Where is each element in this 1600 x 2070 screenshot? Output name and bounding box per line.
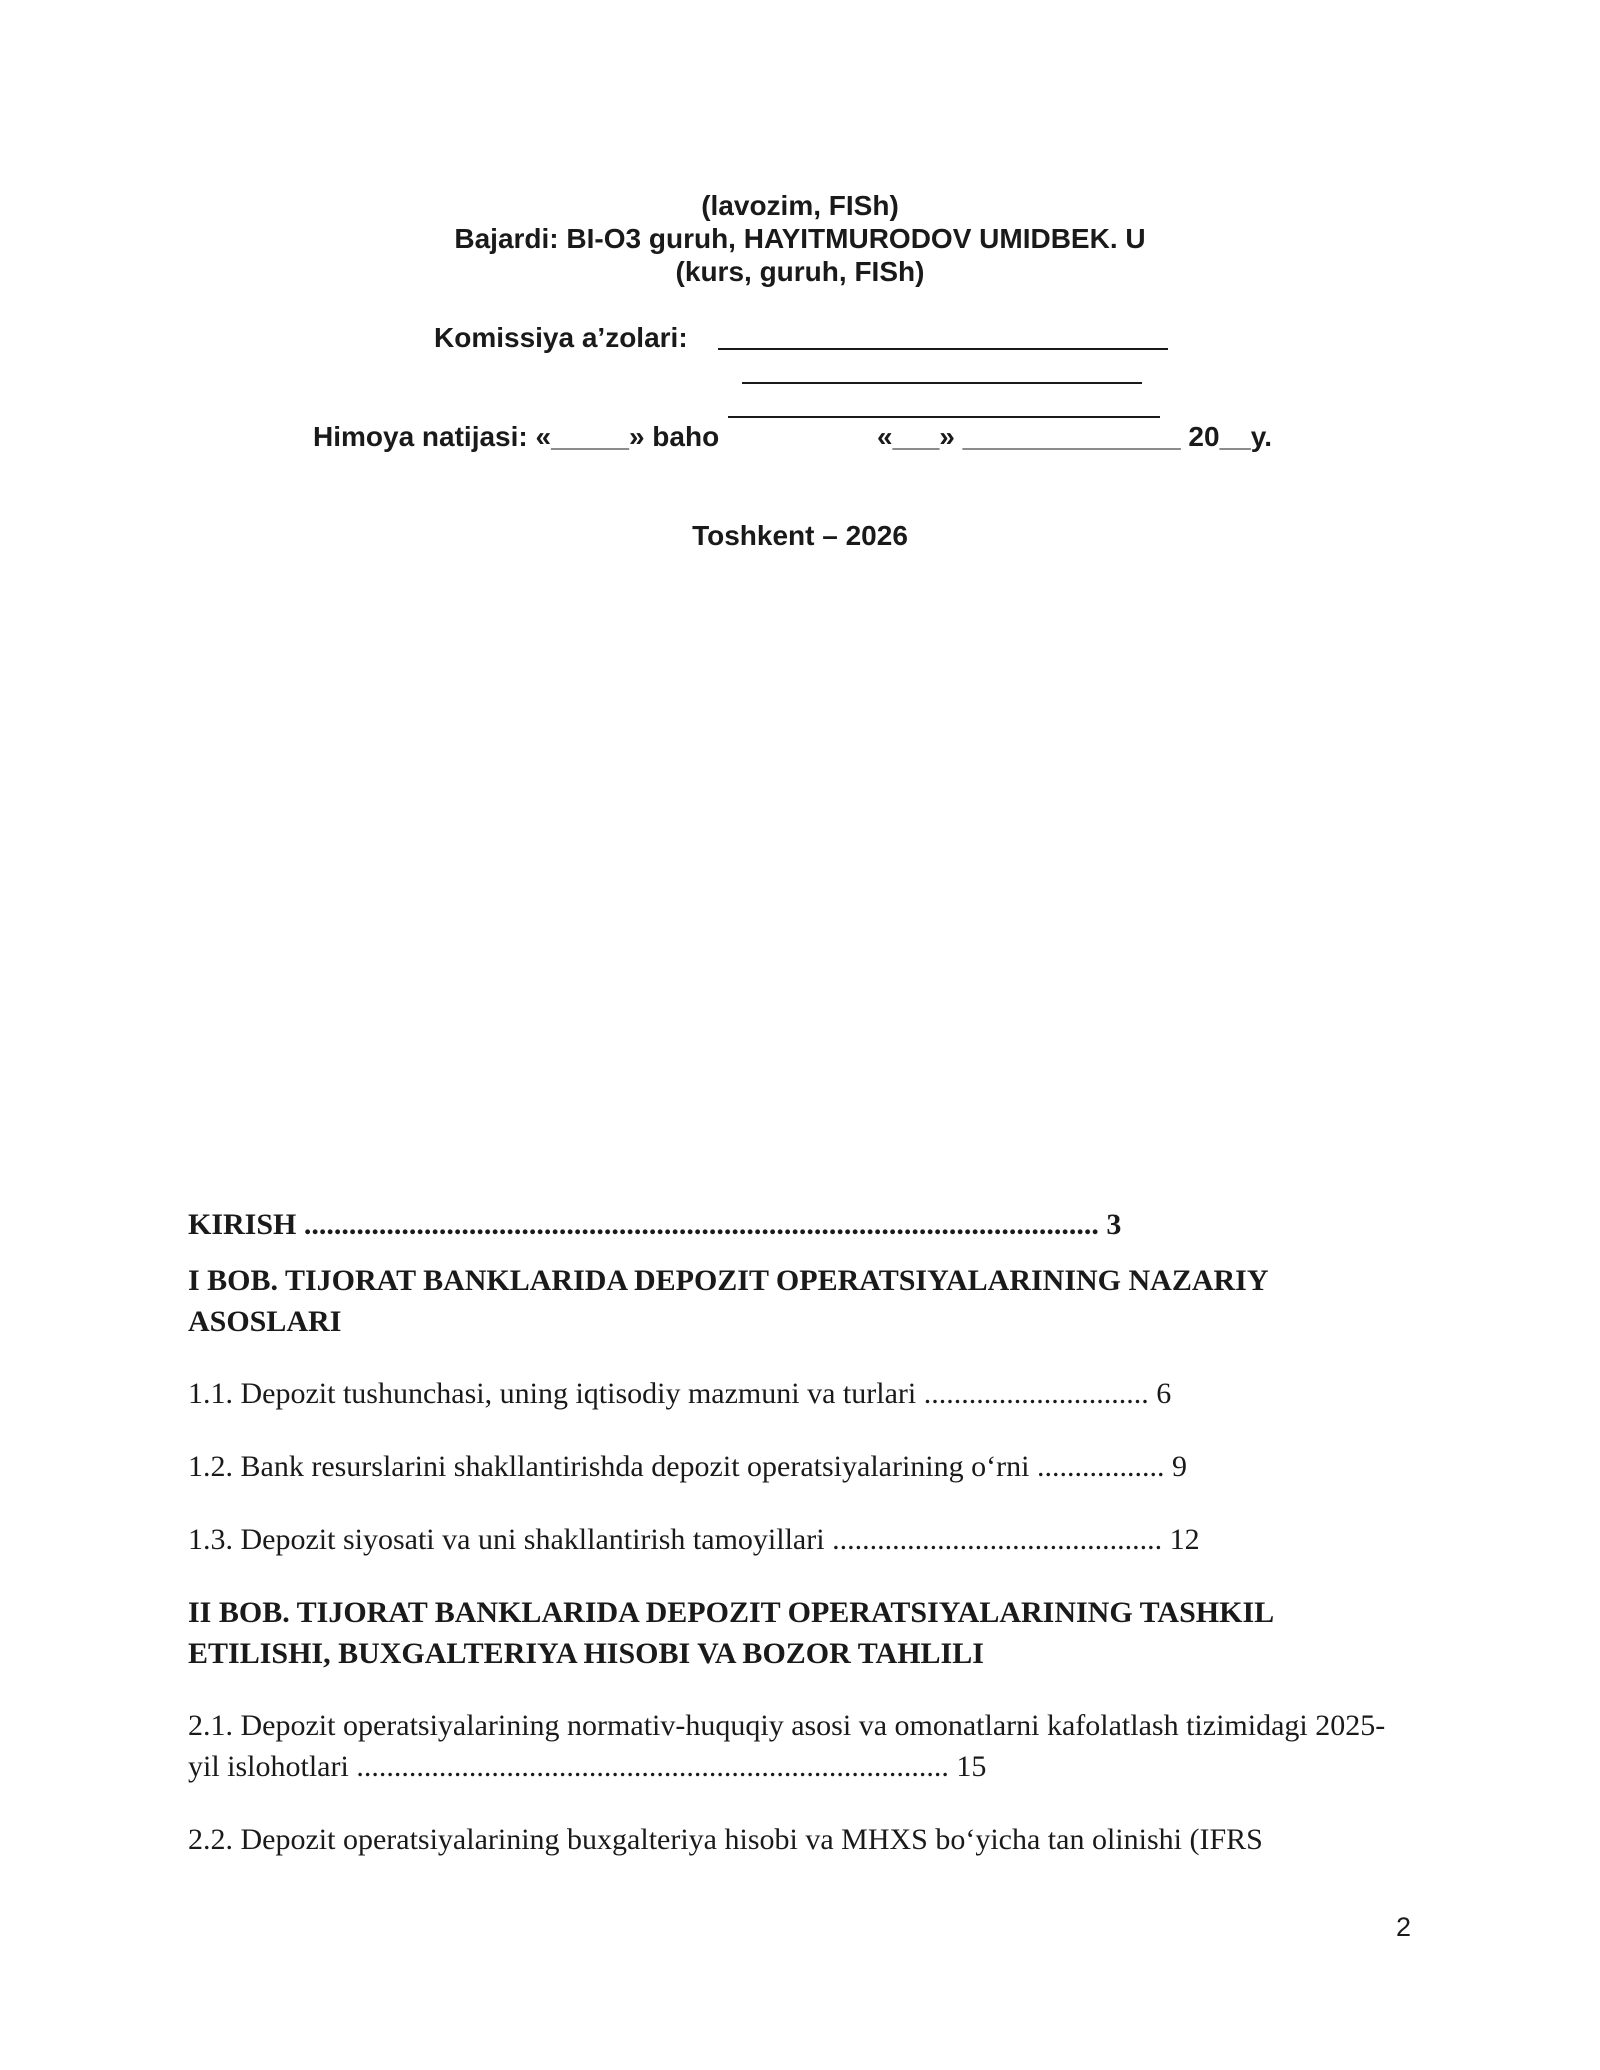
- toc-section-2-1: 2.1. Depozit operatsiyalarining normativ-huquqiy asosi va omonatlarni kafolatlash tizimidagi 2025-yil islohotlari ............................................................................... 15: [188, 1709, 1386, 1783]
- toc-section-1-3: 1.3. Depozit siyosati va uni shakllantirish tamoyillari ............................................ 12: [188, 1523, 1200, 1556]
- position-hint: (lavozim, FISh): [701, 190, 899, 221]
- commission-signature-line-1: [718, 348, 1168, 350]
- toc-section-1-1: 1.1. Depozit tushunchasi, uning iqtisodiy mazmuni va turlari .............................. 6: [188, 1377, 1172, 1410]
- commission-signature-line-2: [742, 382, 1142, 384]
- commission-signature-line-3: [728, 416, 1160, 418]
- page-number: 2: [1396, 1912, 1412, 1942]
- toc-chapter-2: II BOB. TIJORAT BANKLARIDA DEPOZIT OPERATSIYALARINING TASHKIL ETILISHI, BUXGALTERIYA HISOBI VA BOZOR TAHLILI: [188, 1596, 1273, 1670]
- toc-section-2-2: 2.2. Depozit operatsiyalarining buxgalteriya hisobi va MHXS bo‘yicha tan olinishi (IFRS: [188, 1823, 1263, 1856]
- toc-chapter-1: I BOB. TIJORAT BANKLARIDA DEPOZIT OPERATSIYALARINING NAZARIY ASOSLARI: [188, 1264, 1268, 1338]
- city-year: Toshkent – 2026: [692, 520, 908, 551]
- toc-section-1-2: 1.2. Bank resurslarini shakllantirishda depozit operatsiyalarining o‘rni ................. 9: [188, 1450, 1187, 1483]
- toc-entry-introduction: KIRISH .......................................................................................................... 3: [188, 1208, 1122, 1241]
- defense-result-label: Himoya natijasi: «_____» baho: [313, 421, 720, 452]
- defense-date-line: «___» ______________ 20__y.: [877, 421, 1272, 452]
- performer-hint: (kurs, guruh, FISh): [675, 256, 925, 287]
- performer-line: Bajardi: BI-O3 guruh, HAYITMURODOV UMIDBEK. U: [454, 223, 1146, 254]
- commission-label: Komissiya a’zolari:: [434, 322, 688, 353]
